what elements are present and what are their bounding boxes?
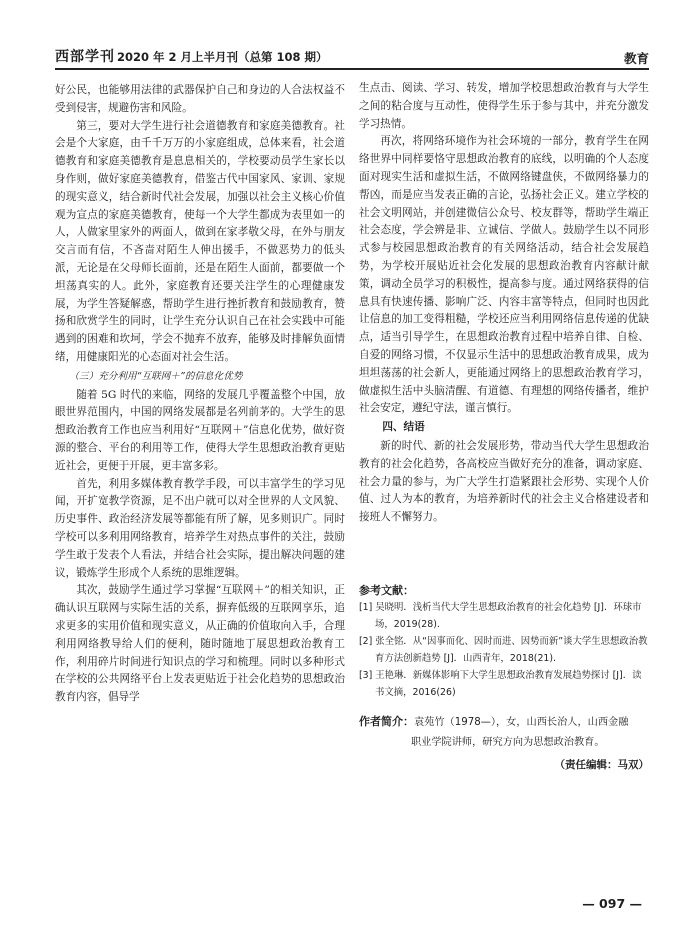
reference-item: [2] 张全铭．从“因事而化、因时而进、因势而新”谈大学生思想政治教育方法创新趋势 [J]．山西青年，2018(21). (359, 636, 648, 664)
section-name: 教育 (623, 51, 649, 66)
page-number: — 097 — (582, 896, 642, 911)
journal-logo: 西部学刊 (55, 49, 115, 65)
author-bio-line: 职业学院讲师，研究方向为思想政治教育。 (411, 737, 605, 748)
paragraph: 首先，利用多媒体教育教学手段，可以丰富学生的学习见闻，开扩宽教学资源，足不出户就可以对全世界的人文风貌、历史事件、政治经济发展等都能有所了解，见多则识广。同时学校可以多利用网络教育，培养学生对热点事件的关注，鼓励学生敢于发表个人看法，并结合社会实际，提出解决问题的建议，锻炼学生形成个人系统的思维逻辑。 (55, 477, 345, 579)
right-column (359, 80, 649, 527)
subsection-heading: （三）充分利用“互联网＋”的信息化优势 (69, 370, 243, 382)
header-rule (55, 68, 649, 70)
section-heading: 四、结语 (382, 421, 425, 434)
paragraph: 随着 5G 时代的来临，网络的发展几乎覆盖整个中国，放眼世界范围内，中国的网络发展都是名列前茅的。大学生的思想政治教育工作也应当利用好“互联网＋”信息化优势，做好资源的整合、平台的利用等工作，使得大学生思想政治教育更贴近社会，更便于开展，更丰富多彩。 (55, 388, 345, 472)
paragraph: 生点击、阅读、学习、转发，增加学校思想政治教育与大学生之间的粘合度与互动性，使得学生乐于参与其中，并充分激发学习热情。 (359, 82, 649, 130)
reference-item: [1] 吴晓明．浅析当代大学生思想政治教育的社会化趋势 [J]．环球市场，2019(28). (359, 602, 642, 630)
author-bio-line: 袁苑竹（1978—），女，山西长治人，山西金融 (414, 717, 629, 728)
paragraph: 再次，将网络环境作为社会环境的一部分，教育学生在网络世界中同样要恪守思想政治教育的底线，以明确的个人态度面对现实生活和虚拟生活，不做网络键盘侠，不做网络暴力的帮凶，而是应当发表正确的言论，弘扬社会正义。建立学校的社会文明网站，并创建微信公众号、校友群等，帮助学生端正社会态度，学会辨是非、立诚信、学做人。鼓励学生以不同形式参与校园思想政治教育的有关网络活动，结合社会发展趋势，为学校开展贴近社会化发展的思想政治教育内容献计献策，调动全员学习的积极性，提高参与度。通过网络获得的信息具有快速传播、影响广泛、内容丰富等特点，但同时也因此让信息的加工变得粗糙，学校还应当利用网络信息传递的优缺点，适当引导学生，在思想政治教育过程中培养自律、自检、自爱的网络习惯，不仅显示生活中的思想政治教育成果，成为坦坦荡荡的社会新人，更能通过网络上的思想政治教育学习，做虚拟生活中头脑清醒、有道德、有理想的网络传播者，维护社会安定，遵纪守法，谨言慎行。 (359, 135, 649, 415)
page-header (55, 44, 649, 68)
paragraph: 第三，要对大学生进行社会道德教育和家庭美德教育。社会是个大家庭，由千千万万的小家庭组成，总体来看，社会道德教育和家庭美德教育是息息相关的，学校要动员学生家长以身作则，做好家庭美德教育，借鉴古代中国家风、家训、家规的现实意义，结合新时代社会发展，加强以社会主义核心价值观为宣点的家庭美德教育，使每一个大学生都成为表里如一的人，人做家里家外的两面人，做到在家孝敬父母，在外与朋友交言而有信，不吝啬对陌生人伸出援手，不做恶势力的低头派，无论是在父母师长面前，还是在陌生人面前，都要做一个坦荡真实的人。此外，家庭教育还要关注学生的心理健康发展，为学生答疑解惑，帮助学生进行挫折教育和鼓励教育，赞扬和欣赏学生的同时，让学生充分认识自己在社会实践中可能遇到的困难和坎坷，学会不抛弃不放弃，能够及时排解负面情绪，用健康阳光的心态面对社会生活。 (55, 119, 345, 363)
references-title: 参考文献： (359, 584, 414, 597)
paragraph: 其次，鼓励学生通过学习掌握“互联网＋”的相关知识，正确认识互联网与实际生活的关系，摒弃低级的互联网享乐，追求更多的实用价值和现实意义，从正确的价值取向入手，合理利用网络教导给人们的便利，随时随地丁展思想政治教育工作，利用碎片时间进行知识点的学习和梳理。同时以多种形式在学校的公共网络平台上发表更贴近于社会化趋势的思想政治教育内容，倡导学 (55, 584, 345, 704)
author-bio (359, 712, 649, 753)
references-list (359, 600, 649, 702)
issue-info: 2020 年 2 月上半月刊（总第 108 期） (117, 50, 328, 64)
author-bio-label: 作者简介： (359, 715, 414, 728)
paragraph: 新的时代、新的社会发展形势，带动当代大学生思想政治教育的社会化趋势，各高校应当做好充分的准备，调动家庭、社会力量的参与，为广大学生打造紧跟社会形势、实现个人价值、过人为本的教育，为培养新时代的社会主义合格建设者和接班人不懈努力。 (359, 439, 649, 524)
editor-credit: （责任编辑：马双） (554, 759, 649, 771)
paragraph: 好公民，也能够用法律的武器保护自己和身边的人合法权益不受到侵害，规避伤害和风险。 (55, 84, 345, 114)
reference-item: [3] 王艳琳．新媒体影响下大学生思想政治教育发展趋势探讨 [J]．读书文摘，2016(26) (359, 670, 642, 698)
left-column (55, 82, 345, 707)
